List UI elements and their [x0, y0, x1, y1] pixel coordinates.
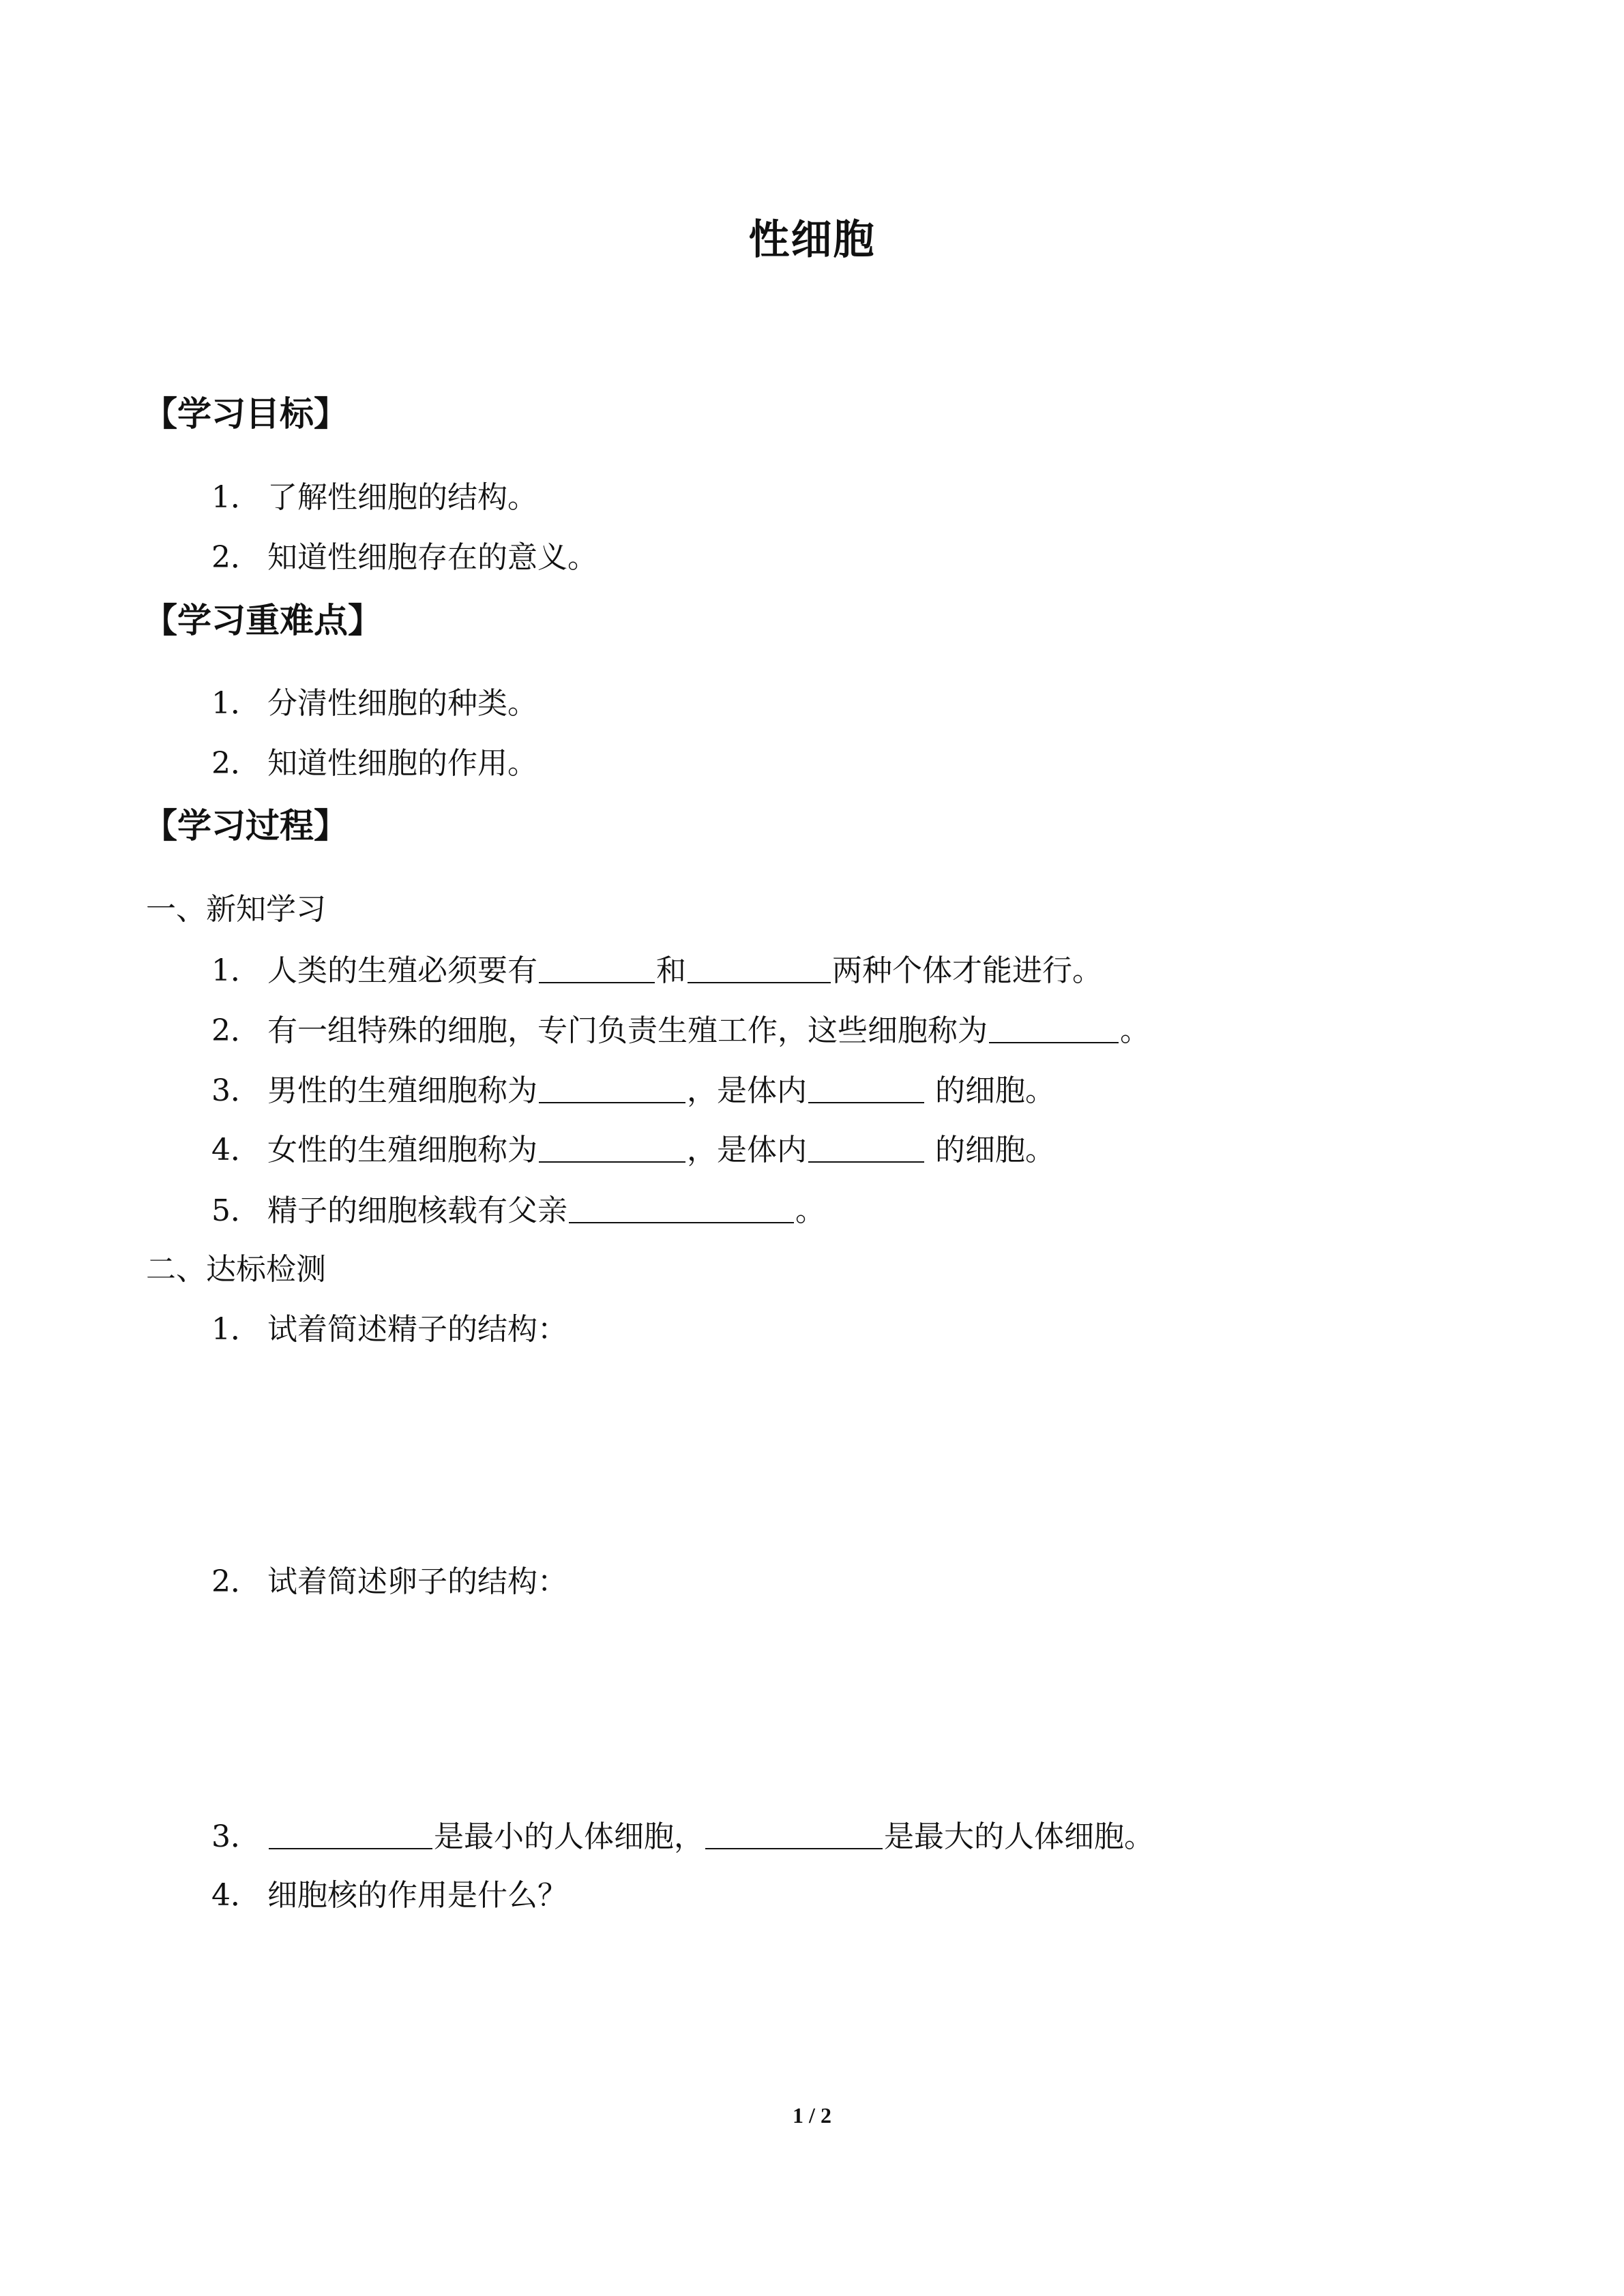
objective-item-2	[211, 537, 597, 578]
question-text: 两种个体才能进行。	[832, 953, 1102, 988]
fill-question-1	[211, 949, 1102, 992]
process-heading: 【学习过程】	[143, 806, 348, 846]
item-number: 2．	[211, 540, 261, 575]
item-number: 1．	[211, 480, 261, 515]
item-number: 3．	[211, 1819, 261, 1854]
question-text: 试着简述精子的结构：	[267, 1312, 567, 1347]
question-text: 有一组特殊的细胞，专门负责生殖工作，这些细胞称为	[267, 1013, 988, 1048]
answer-blank[interactable]	[808, 1072, 924, 1103]
question-text: 精子的细胞核载有父亲	[267, 1193, 567, 1228]
part1-title: 一、新知学习	[146, 892, 326, 927]
question-text: 和	[656, 953, 686, 988]
part2-title: 二、达标检测	[146, 1252, 326, 1287]
answer-blank[interactable]	[989, 1012, 1119, 1043]
item-text: 了解性细胞的结构。	[267, 480, 537, 515]
key-point-item-2	[211, 743, 537, 784]
objectives-heading: 【学习目标】	[143, 394, 348, 434]
answer-blank[interactable]	[808, 1131, 924, 1163]
item-number: 3．	[211, 1073, 261, 1108]
question-text: 人类的生殖必须要有	[267, 953, 537, 988]
item-number: 2．	[211, 1013, 261, 1048]
question-text: 男性的生殖细胞称为	[267, 1073, 537, 1108]
item-number: 1．	[211, 686, 261, 721]
answer-blank[interactable]	[539, 1072, 685, 1103]
question-text: 是最小的人体细胞，	[434, 1819, 704, 1854]
answer-blank[interactable]	[705, 1818, 883, 1849]
page-number: 1 / 2	[793, 2103, 831, 2128]
question-text: ，是体内	[687, 1133, 807, 1167]
objective-item-1	[211, 477, 537, 518]
question-text: 的细胞。	[926, 1133, 1055, 1167]
answer-blank[interactable]	[569, 1192, 794, 1223]
answer-blank[interactable]	[539, 1131, 685, 1163]
question-text: 是最大的人体细胞。	[884, 1819, 1154, 1854]
test-question-4	[211, 1875, 567, 1916]
question-text: 。	[1120, 1013, 1150, 1048]
question-text: 的细胞。	[926, 1073, 1055, 1108]
fill-question-4	[211, 1129, 1055, 1171]
item-number: 1．	[211, 953, 261, 988]
item-text: 知道性细胞的作用。	[267, 746, 537, 781]
item-text: 分清性细胞的种类。	[267, 686, 537, 721]
item-number: 4．	[211, 1133, 261, 1167]
item-number: 5．	[211, 1193, 261, 1228]
test-question-3	[211, 1815, 1154, 1858]
fill-question-3	[211, 1069, 1055, 1112]
key-point-item-1	[211, 683, 537, 724]
question-text: 细胞核的作用是什么？	[267, 1878, 567, 1913]
item-number: 1．	[211, 1312, 261, 1347]
item-number: 2．	[211, 1564, 261, 1599]
item-text: 知道性细胞存在的意义。	[267, 540, 597, 575]
question-text: 。	[795, 1193, 825, 1228]
fill-question-2	[211, 1009, 1150, 1052]
answer-blank[interactable]	[688, 952, 831, 983]
question-text: ，是体内	[687, 1073, 807, 1108]
key-points-heading: 【学习重难点】	[143, 601, 382, 640]
item-number: 4．	[211, 1878, 261, 1913]
answer-blank[interactable]	[539, 952, 655, 983]
test-question-1	[211, 1309, 567, 1350]
item-number: 2．	[211, 746, 261, 781]
answer-blank[interactable]	[269, 1818, 432, 1849]
question-text: 女性的生殖细胞称为	[267, 1133, 537, 1167]
page-title: 性细胞	[748, 216, 876, 264]
fill-question-5	[211, 1189, 825, 1232]
question-text: 试着简述卵子的结构：	[267, 1564, 567, 1599]
test-question-2	[211, 1562, 567, 1602]
